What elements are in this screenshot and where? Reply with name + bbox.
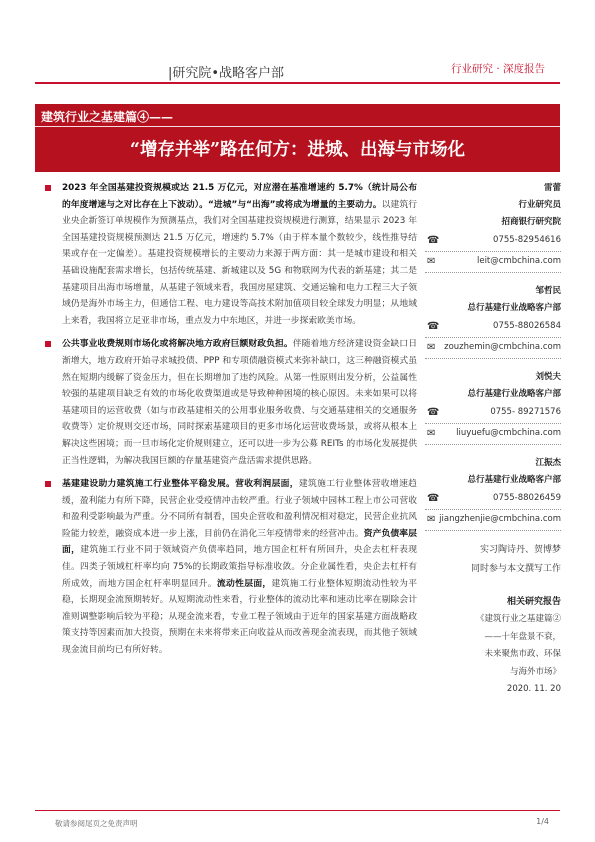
- related-report-line[interactable]: ——十年盘景不衰，: [484, 631, 561, 642]
- analyst-role: 总行基建行业战略客户部: [467, 475, 561, 485]
- paragraph-lead: 公共事业收费规则市场化或将解决地方政府巨额财政负担。: [62, 339, 293, 350]
- analyst-email[interactable]: [425, 424, 561, 445]
- title-banner: [35, 104, 560, 172]
- analyst-name: 江振杰: [535, 458, 561, 468]
- analyst-card: [425, 283, 561, 359]
- phone-number: 0755-82954616: [493, 235, 561, 245]
- email-address[interactable]: jiangzhenjie@cmbchina.com: [439, 514, 561, 524]
- header-department: |研究院•战略客户部: [168, 66, 285, 81]
- analyst-phone: [425, 231, 561, 252]
- main-text: [45, 180, 417, 666]
- header-divider: [35, 82, 560, 84]
- paragraph-text: 建筑施工行业不同于领域资产负债率趋同，地方国企杠杆有所回升，央企去杠杆表现佳。四类子领域杠杆率均向 75%的长期政策指导标准收敛。分企业属性看，央企去杠杆有所成效，而地方国企杠杆率明显回升。: [62, 545, 417, 589]
- analyst-role: 总行基建行业战略客户部: [467, 389, 561, 399]
- email-icon: ✉: [427, 428, 436, 439]
- email-address[interactable]: leit@cmbchina.com: [476, 256, 561, 266]
- bullet-square-icon: [45, 481, 51, 487]
- paragraph-text: 以建筑行业央企新签订单规模作为预测基点，我们对全国基建投资规模进行测算，结果显示 2023 年全国基建投资规模预测达 21.5 万亿元，增速约 5.7%（由于样本量个数较少，线性推导结果或存在一定偏差）。基建投资规模增长的主要动力来源于两方面：其一是城市建设和相关基础设施配套需求增长，包括传统基建、新城建以及 5G 和物联网为代表的新基建；其二是基建项目出海市场增量，从基建子领域来看，我国房屋建筑、交通运输和电力工程三大子领域仍是海外市场主力，但通信工程、电力建设等高技术附加值项目较全球发力明显；从地域上来看，我国将立足亚非市场，重点发力中东地区，并进一步探索欧美市场。: [62, 199, 417, 326]
- intern-note: [425, 541, 561, 579]
- related-report-line[interactable]: 与海外市场》: [509, 666, 561, 677]
- analyst-phone: [425, 489, 561, 510]
- paragraph-lead: 流动性层面，: [216, 578, 272, 589]
- paragraph-market: [45, 336, 417, 469]
- phone-number: 0755-88026459: [493, 493, 561, 503]
- note-line: 实习陶诗丹、贺博梦: [479, 545, 561, 555]
- related-report-link[interactable]: [425, 611, 561, 681]
- phone-icon: ☎: [427, 235, 440, 246]
- series-label: 建筑行业之基建篇④——: [41, 110, 174, 124]
- paragraph-text: 伴随着地方经济建设资金缺口日渐增大，地方政府开始寻求城投债、PPP 和专项债融资模式来弥补缺口，这三种融资模式虽然在短期内缓解了资金压力，但在长期增加了违约风险。从第一性原则出发分析，公益属性较强的基建项目缺乏有效的市场化收费渠道或是导致种种困境的核心原因。未来如果可以将基建项目的运营收费（如与市政基建相关的公用事业服务收费、与交通基建相关的交通服务收费等）定价规则交还市场，同时探索基建项目的更多市场化运营收费场景，或将从根本上解决这些困境；而一旦市场化定价规则建立，还可以进一步为公募 REITs 的市场化发展提供正当性逻辑，为解决我国巨额的存量基建资产盘活需求提供思路。: [62, 339, 417, 466]
- related-reports-title: 相关研究报告: [506, 597, 561, 607]
- paragraph-text: 建筑施工行业整体营收增速趋缓，盈利能力有所下降，民营企业受疫情冲击较严重。行业子领域中园林工程上市公司营收和盈利受影响最为严重。分不同所有制看，国央企营收和盈利情况相对稳定，民营企业抗风险能力较差，融资成本进一步上涨，目前仍在消化三年疫情带来的经营冲击。: [62, 479, 417, 539]
- phone-icon: ☎: [427, 321, 440, 332]
- analyst-phone: [425, 317, 561, 338]
- email-icon: ✉: [427, 514, 436, 525]
- paragraph-industry: [45, 476, 417, 659]
- email-address[interactable]: liuyuefu@cmbchina.com: [456, 428, 561, 438]
- note-line: 同时参与本文撰写工作: [470, 564, 561, 574]
- report-type: 行业研究 · 深度报告: [450, 63, 545, 75]
- email-icon: ✉: [427, 256, 436, 267]
- phone-number: 0755-88026584: [493, 321, 561, 331]
- analyst-sidebar: [425, 180, 561, 699]
- analyst-card: [425, 369, 561, 445]
- footer-divider: [35, 810, 560, 811]
- page-number: 1/4: [536, 817, 549, 826]
- phone-icon: ☎: [427, 493, 440, 504]
- paragraph-investment: [45, 180, 417, 329]
- related-report-line[interactable]: 未来聚焦市政、环保: [484, 649, 561, 659]
- paragraph-lead: 基建建设助力建筑施工行业整体平稳发展。营收利润层面，: [62, 479, 299, 490]
- email-icon: ✉: [427, 342, 436, 353]
- analyst-name: 刘悦夫: [535, 372, 561, 382]
- bullet-square-icon: [45, 341, 51, 347]
- related-report-date: 2020. 11. 20: [506, 684, 561, 694]
- analyst-name: 雷蕾: [543, 183, 561, 193]
- phone-number: 0755- 89271576: [490, 407, 561, 417]
- footer-disclaimer: 敬请参阅尾页之免责声明: [55, 819, 138, 828]
- analyst-card: [425, 180, 561, 273]
- related-report-line[interactable]: 《建筑行业之基建篇②: [475, 614, 561, 624]
- analyst-name: 邹哲民: [535, 286, 561, 296]
- analyst-card: [425, 455, 561, 531]
- analyst-org: 招商银行研究院: [501, 217, 561, 227]
- paragraph-lead: 2023 年全国基建投资规模或达 21.5 万亿元，对应潜在基准增速约 5.7%（统计局公布的年度增速与之对比存在上下波动）。“进城”与“出海”或将成为增量的主要动力。: [62, 183, 417, 210]
- paragraph-text: 建筑施工行业整体短期流动性较为平稳，长期现金流预期转好。从短期流动性来看，行业整体的流动比率和速动比率在剔除会计准则调整影响后较为平稳；从现金流来看，专业工程子领域由于近年的国家基建方面战略政策支持等因素而加大投资，预期在未来将带来正向收益从而改善现金流表现，而其他子领域现金流目前均已有所好转。: [62, 578, 417, 656]
- analyst-phone: [425, 403, 561, 424]
- bullet-square-icon: [45, 185, 51, 191]
- analyst-email[interactable]: [425, 510, 561, 531]
- banner-divider: [35, 126, 560, 127]
- analyst-email[interactable]: [425, 338, 561, 359]
- report-title: “增存并举”路在何方：进城、出海与市场化: [129, 140, 466, 160]
- analyst-role: 总行基建行业战略客户部: [467, 303, 561, 313]
- analyst-role: 行业研究员: [518, 200, 561, 210]
- analyst-email[interactable]: [425, 252, 561, 273]
- phone-icon: ☎: [427, 407, 440, 418]
- paragraph-lead: 资产负债率层面，: [62, 528, 417, 556]
- email-address[interactable]: zouzhemin@cmbchina.com: [444, 342, 561, 352]
